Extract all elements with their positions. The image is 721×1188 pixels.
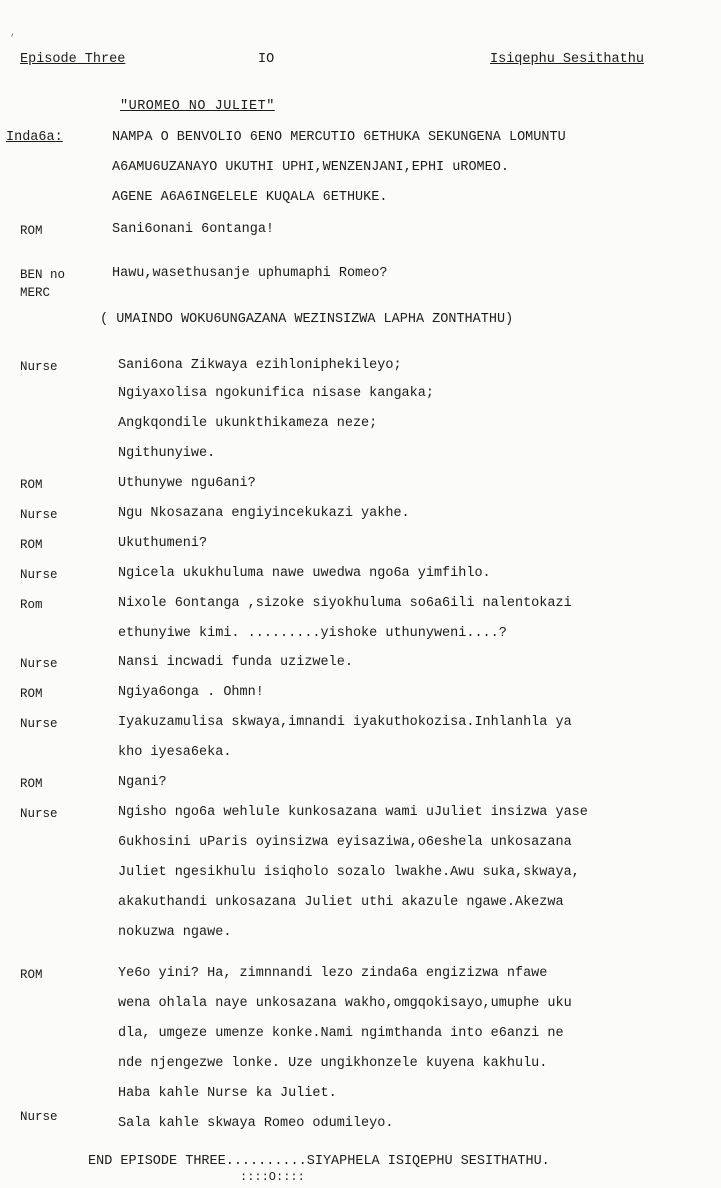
script-line: 6ukhosini uParis oyinsizwa eyisaziwa,o6eshela unkosazana xyxy=(118,835,572,850)
script-line: A6AMU6UZANAYO UKUTHI UPHI,WENZENJANI,EPHI uROMEO. xyxy=(112,160,509,175)
speaker-label: Nurse xyxy=(20,807,58,821)
script-line: Sani6onani 6ontanga! xyxy=(112,222,275,237)
script-line: Ngiya6onga . Ohmn! xyxy=(118,685,264,700)
script-line: Uthunywe ngu6ani? xyxy=(118,476,256,491)
script-line: Sani6ona Zikwaya ezihloniphekileyo; xyxy=(118,358,402,373)
paper-speck: , xyxy=(10,28,17,39)
script-line: wena ohlala naye unkosazana wakho,omgqokisayo,umuphe uku xyxy=(118,996,572,1011)
speaker-label: ROM xyxy=(20,687,43,701)
script-line: kho iyesa6eka. xyxy=(118,745,232,760)
script-line: Angkqondile ukunkthikameza neze; xyxy=(118,416,378,431)
script-line: Ngicela ukukhuluma nawe uwedwa ngo6a yimfihlo. xyxy=(118,566,491,581)
speaker-label: ROM xyxy=(20,538,43,552)
speaker-label: Nurse xyxy=(20,508,58,522)
script-line: Ukuthumeni? xyxy=(118,536,208,551)
speaker-label: MERC xyxy=(20,286,51,300)
speaker-label: Nurse xyxy=(20,1110,58,1124)
speaker-label: ROM xyxy=(20,224,43,238)
script-line: Nansi incwadi funda uzizwele. xyxy=(118,655,353,670)
script-line: Ngisho ngo6a wehlule kunkosazana wami uJuliet insizwa yase xyxy=(118,805,588,820)
speaker-label: Rom xyxy=(20,598,43,612)
script-line: akakuthandi unkosazana Juliet uthi akazule ngawe.Akezwa xyxy=(118,895,564,910)
script-line: Ngani? xyxy=(118,775,167,790)
script-line: Haba kahle Nurse ka Juliet. xyxy=(118,1086,337,1101)
script-line: Sala kahle skwaya Romeo odumileyo. xyxy=(118,1116,394,1131)
script-line: Nixole 6ontanga ,sizoke siyokhuluma so6a6ili nalentokazi xyxy=(118,596,572,611)
script-line: Ngithunyiwe. xyxy=(118,446,216,461)
speaker-label: Nurse xyxy=(20,568,58,582)
script-line: Ye6o yini? Ha, zimnnandi lezo zinda6a engizizwa nfawe xyxy=(118,966,548,981)
script-line: Ngu Nkosazana engiyincekukazi yakhe. xyxy=(118,506,410,521)
end-ornament: ::::O:::: xyxy=(240,1170,305,1184)
speaker-label: Nurse xyxy=(20,717,58,731)
script-line: AGENE A6A6INGELELE KUQALA 6ETHUKE. xyxy=(112,190,388,205)
speaker-label: ROM xyxy=(20,777,43,791)
script-line: NAMPA O BENVOLIO 6ENO MERCUTIO 6ETHUKA SEKUNGENA LOMUNTU xyxy=(112,130,566,145)
script-line: nokuzwa ngawe. xyxy=(118,925,232,940)
script-line: Hawu,wasethusanje uphumaphi Romeo? xyxy=(112,266,388,281)
speaker-label: Inda6a: xyxy=(6,130,63,145)
script-line: ( UMAINDO WOKU6UNGAZANA WEZINSIZWA LAPHA ZONTHATHU) xyxy=(100,312,514,327)
speaker-label: ROM xyxy=(20,968,43,982)
script-line: Iyakuzamulisa skwaya,imnandi iyakuthokozisa.Inhlanhla ya xyxy=(118,715,572,730)
speaker-label: ROM xyxy=(20,478,43,492)
end-line: END EPISODE THREE..........SIYAPHELA ISIQEPHU SESITHATHU. xyxy=(88,1154,550,1169)
page-number: IO xyxy=(258,52,275,67)
script-line: Juliet ngesikhulu isiqholo sozalo lwakhe.Awu suka,skwaya, xyxy=(118,865,580,880)
episode-label-zulu: Isiqephu Sesithathu xyxy=(490,52,644,67)
speaker-label: Nurse xyxy=(20,360,58,374)
script-line: dla, umgeze umenze konke.Nami ngimthanda into e6anzi ne xyxy=(118,1026,564,1041)
script-line: nde njengezwe lonke. Uze ungikhonzele kuyena kakhulu. xyxy=(118,1056,548,1071)
script-line: ethunyiwe kimi. .........yishoke uthunyweni....? xyxy=(118,626,507,641)
episode-label: Episode Three xyxy=(20,52,126,67)
script-title: "UROMEO NO JULIET" xyxy=(120,99,275,114)
speaker-label: BEN no xyxy=(20,268,66,282)
script-line: Ngiyaxolisa ngokunifica nisase kangaka; xyxy=(118,386,434,401)
speaker-label: Nurse xyxy=(20,657,58,671)
